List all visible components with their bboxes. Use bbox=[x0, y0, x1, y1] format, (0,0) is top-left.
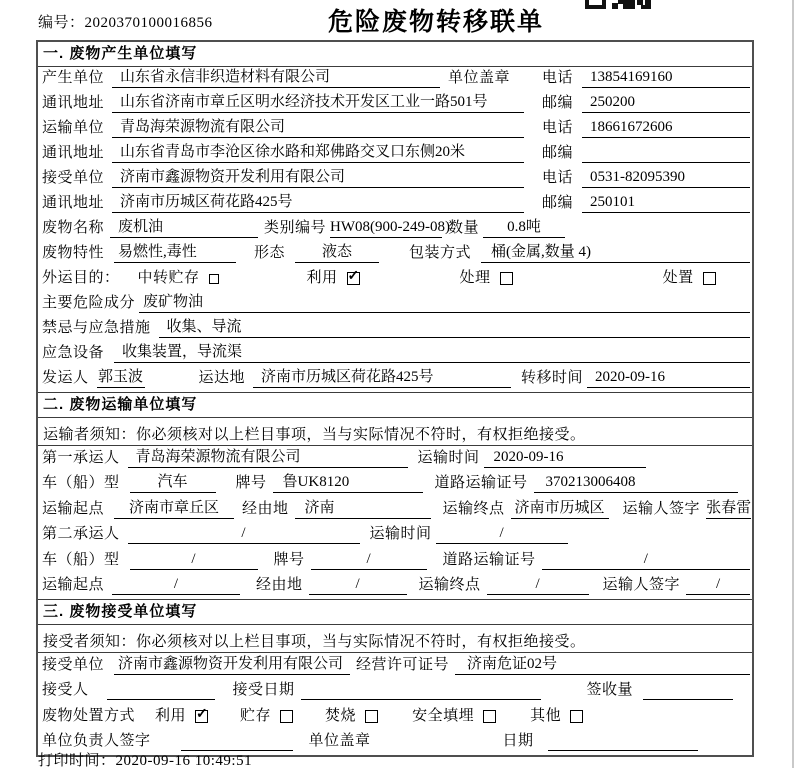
utilize-checkbox bbox=[195, 710, 208, 723]
treat-checkbox bbox=[500, 272, 513, 285]
disposal-option-incinerate: 焚烧 bbox=[323, 707, 378, 726]
route-start-label: 运输起点 bbox=[42, 577, 105, 593]
waste-props-row bbox=[38, 242, 752, 267]
print-time bbox=[38, 749, 252, 770]
waste-props-label: 废物特性 bbox=[42, 245, 105, 261]
accept-date-value bbox=[301, 679, 541, 700]
transporter-phone-col bbox=[540, 117, 750, 138]
second-carrier-value: / bbox=[128, 523, 360, 544]
vehicle-type-value: / bbox=[130, 549, 258, 570]
receiver-phone-col bbox=[540, 167, 750, 188]
via-label: 经由地 bbox=[256, 577, 303, 593]
category-value: HW08(900-249-08) bbox=[330, 217, 442, 238]
phone-label: 电话 bbox=[542, 70, 574, 86]
page-title: 危险废物转移联单 bbox=[328, 9, 545, 36]
manifest-form bbox=[36, 40, 754, 757]
accept-date-label: 接受日期 bbox=[232, 682, 295, 698]
transfer-time-value: 2020-09-16 bbox=[587, 367, 750, 388]
vehicle-type-value: 汽车 bbox=[130, 472, 216, 493]
via-value: / bbox=[309, 574, 407, 595]
accept-unit-row bbox=[38, 653, 752, 679]
dispose-checkbox bbox=[703, 272, 716, 285]
transporter-phone-value: 18661672606 bbox=[582, 117, 750, 138]
carrier-sign-value: / bbox=[686, 574, 750, 595]
carrier-sign-value: 张春雷 bbox=[706, 498, 751, 519]
permit-label: 道路运输证号 bbox=[442, 551, 536, 568]
category-label: 类别编号 bbox=[264, 220, 327, 236]
receiver-value: 济南市鑫源物资开发利用有限公司 bbox=[112, 167, 524, 188]
transporter-label: 运输单位 bbox=[42, 120, 105, 136]
destination-label: 运达地 bbox=[198, 370, 246, 386]
quantity-value: 0.8吨 bbox=[483, 217, 565, 238]
section-1-header: 一. 废物产生单位填写 bbox=[38, 42, 752, 67]
plate-value: 鲁UK8120 bbox=[273, 472, 423, 493]
packing-label: 包装方式 bbox=[409, 245, 472, 261]
purpose-option-treat: 处理 bbox=[458, 269, 513, 288]
date-value bbox=[548, 730, 698, 751]
route-end-value: 济南市历城区 bbox=[511, 498, 609, 519]
receiver-notice: 接受者须知：你必须核对以上栏目事项，当与实际情况不符时，有权拒绝接受。 bbox=[38, 625, 752, 653]
purpose-row bbox=[38, 267, 752, 292]
transport-time-value: 2020-09-16 bbox=[484, 447, 646, 468]
waste-name-row bbox=[38, 217, 752, 242]
acceptor-value bbox=[107, 679, 215, 700]
producer-label: 产生单位 bbox=[42, 70, 105, 86]
waste-props-value: 易燃性,毒性 bbox=[114, 242, 236, 263]
acceptor-label: 接受人 bbox=[42, 682, 89, 698]
form-label: 形态 bbox=[254, 245, 286, 261]
address-label: 通讯地址 bbox=[42, 195, 105, 211]
receiver-phone-value: 0531-82095390 bbox=[582, 167, 750, 188]
route-start-value: 济南市章丘区 bbox=[114, 498, 234, 519]
seal-label: 单位盖章 bbox=[448, 70, 511, 86]
second-carrier-row bbox=[38, 523, 752, 549]
unit-sign-value bbox=[181, 730, 293, 751]
plate-label: 牌号 bbox=[273, 551, 305, 568]
producer-phone-value: 13854169160 bbox=[582, 67, 750, 88]
disposal-option-utilize: 利用 ✓ bbox=[153, 707, 208, 726]
producer-zip-value: 250200 bbox=[582, 92, 750, 113]
first-carrier-row bbox=[38, 446, 752, 472]
route-start-label: 运输起点 bbox=[42, 500, 105, 517]
form-value: 液态 bbox=[295, 242, 379, 263]
hazard-label: 主要危险成分 bbox=[42, 295, 136, 311]
first-carrier-value: 青岛海荣源物流有限公司 bbox=[128, 447, 408, 468]
packing-value: 桶(金属,数量 4) bbox=[481, 242, 750, 263]
utilize-checkbox bbox=[347, 272, 360, 285]
zip-label: 邮编 bbox=[542, 195, 574, 211]
plate-value: / bbox=[311, 549, 427, 570]
disposal-row bbox=[38, 704, 752, 730]
doc-number-value: 2020370100016856 bbox=[84, 15, 213, 31]
transporter-notice: 运输者须知：你必须核对以上栏目事项，当与实际情况不符时，有权拒绝接受。 bbox=[38, 418, 752, 446]
permit-value: / bbox=[542, 549, 750, 570]
transport-time-value: / bbox=[436, 523, 568, 544]
zip-label: 邮编 bbox=[542, 145, 574, 161]
transfer-time-label: 转移时间 bbox=[521, 370, 584, 386]
section-3-header: 三. 废物接受单位填写 bbox=[38, 599, 752, 625]
receiver-label: 接受单位 bbox=[42, 170, 105, 186]
permit-label: 道路运输证号 bbox=[434, 475, 528, 491]
taboo-value: 收集、导流 bbox=[159, 317, 750, 338]
sender-label: 发运人 bbox=[42, 370, 89, 386]
transporter-value: 青岛海荣源物流有限公司 bbox=[112, 117, 524, 138]
plate-label: 牌号 bbox=[235, 475, 267, 491]
producer-zip-col bbox=[540, 92, 750, 113]
taboo-row bbox=[38, 317, 752, 342]
accept-unit-value: 济南市鑫源物资开发利用有限公司 bbox=[114, 654, 350, 675]
accept-unit-label: 接受单位 bbox=[42, 656, 105, 673]
transporter-row bbox=[38, 117, 752, 142]
receiver-zip-col bbox=[540, 192, 750, 213]
disposal-option-other: 其他 bbox=[528, 707, 583, 726]
vehicle-row-1 bbox=[38, 472, 752, 498]
route-start-value: / bbox=[112, 574, 240, 595]
receipt-qty-label: 签收量 bbox=[586, 682, 634, 698]
receiver-address-row bbox=[38, 192, 752, 217]
destination-value: 济南市历城区荷花路425号 bbox=[253, 367, 511, 388]
equipment-value: 收集装置，导流渠 bbox=[114, 342, 750, 363]
producer-address-value: 山东省济南市章丘区明水经济技术开发区工业一路501号 bbox=[112, 92, 524, 113]
waste-name-value: 废机油 bbox=[110, 217, 258, 238]
qr-code-fragment bbox=[585, 0, 651, 9]
purpose-option-utilize: 利用 ✓ bbox=[305, 269, 360, 288]
phone-label: 电话 bbox=[542, 120, 574, 136]
purpose-option-dispose: 处置 bbox=[661, 269, 716, 288]
address-label: 通讯地址 bbox=[42, 145, 105, 161]
purpose-option-transfer: 中转贮存 bbox=[136, 269, 219, 288]
phone-label: 电话 bbox=[542, 170, 574, 186]
transport-time-label: 运输时间 bbox=[369, 526, 432, 542]
transporter-address-row bbox=[38, 142, 752, 167]
disposal-option-store: 贮存 bbox=[238, 707, 293, 726]
receiver-address-value: 济南市历城区荷花路425号 bbox=[112, 192, 524, 213]
transfer-checkbox bbox=[209, 274, 219, 284]
zip-label: 邮编 bbox=[542, 95, 574, 111]
section-2-header: 二. 废物运输单位填写 bbox=[38, 392, 752, 418]
route-end-label: 运输终点 bbox=[442, 500, 505, 517]
via-value: 济南 bbox=[295, 498, 431, 519]
sender-row bbox=[38, 367, 752, 392]
first-carrier-label: 第一承运人 bbox=[42, 449, 120, 466]
sender-value: 郭玉波 bbox=[97, 367, 145, 388]
carrier-sign-label: 运输人签字 bbox=[622, 500, 701, 517]
license-value: 济南危证02号 bbox=[455, 654, 750, 675]
waste-name-label: 废物名称 bbox=[42, 220, 105, 236]
vehicle-row-2 bbox=[38, 548, 752, 574]
address-label: 通讯地址 bbox=[42, 95, 105, 111]
date-label: 日期 bbox=[502, 733, 534, 749]
taboo-label: 禁忌与应急措施 bbox=[42, 320, 151, 336]
vehicle-type-label: 车（船）型 bbox=[42, 475, 120, 491]
incinerate-checkbox bbox=[365, 710, 378, 723]
hazard-value: 废矿物油 bbox=[139, 292, 750, 313]
receiver-zip-value: 250101 bbox=[582, 192, 750, 213]
transport-time-label: 运输时间 bbox=[417, 449, 480, 466]
print-time-value: 2020-09-16 10:49:51 bbox=[115, 753, 253, 769]
equipment-row bbox=[38, 342, 752, 367]
other-checkbox bbox=[570, 710, 583, 723]
route-end-label: 运输终点 bbox=[418, 577, 481, 593]
store-checkbox bbox=[280, 710, 293, 723]
hazard-row bbox=[38, 292, 752, 317]
acceptor-row bbox=[38, 679, 752, 705]
print-time-label: 打印时间： bbox=[38, 753, 116, 769]
producer-value: 山东省永信非织造材料有限公司 bbox=[112, 67, 440, 88]
via-label: 经由地 bbox=[242, 500, 289, 517]
license-label: 经营许可证号 bbox=[356, 656, 450, 673]
receiver-row bbox=[38, 167, 752, 192]
route-row-1 bbox=[38, 497, 752, 523]
doc-number-label: 编号： bbox=[38, 15, 85, 31]
purpose-label: 外运目的： bbox=[42, 270, 120, 286]
route-row-2 bbox=[38, 574, 752, 600]
quantity-label: 数量 bbox=[448, 220, 480, 236]
transporter-address-value: 山东省青岛市李沧区徐水路和郑佛路交叉口东侧20米 bbox=[112, 142, 524, 163]
page-right-edge bbox=[792, 0, 794, 768]
equipment-label: 应急设备 bbox=[42, 345, 105, 361]
producer-row bbox=[38, 67, 752, 92]
landfill-checkbox bbox=[483, 710, 496, 723]
vehicle-type-label: 车（船）型 bbox=[42, 551, 120, 568]
disposal-option-landfill: 安全填埋 bbox=[410, 707, 496, 726]
receipt-qty-value bbox=[643, 679, 733, 700]
unit-sign-label: 单位负责人签字 bbox=[42, 733, 151, 749]
carrier-sign-label: 运输人签字 bbox=[602, 577, 681, 593]
producer-phone-col bbox=[540, 67, 750, 88]
transporter-zip-col bbox=[540, 142, 750, 163]
unit-seal-label: 单位盖章 bbox=[308, 733, 371, 749]
producer-address-row bbox=[38, 92, 752, 117]
second-carrier-label: 第二承运人 bbox=[42, 526, 120, 542]
disposal-label: 废物处置方式 bbox=[42, 707, 136, 724]
route-end-value: / bbox=[487, 574, 589, 595]
doc-number bbox=[38, 11, 213, 32]
transporter-zip-value bbox=[582, 142, 750, 163]
permit-value: 370213006408 bbox=[534, 472, 738, 493]
